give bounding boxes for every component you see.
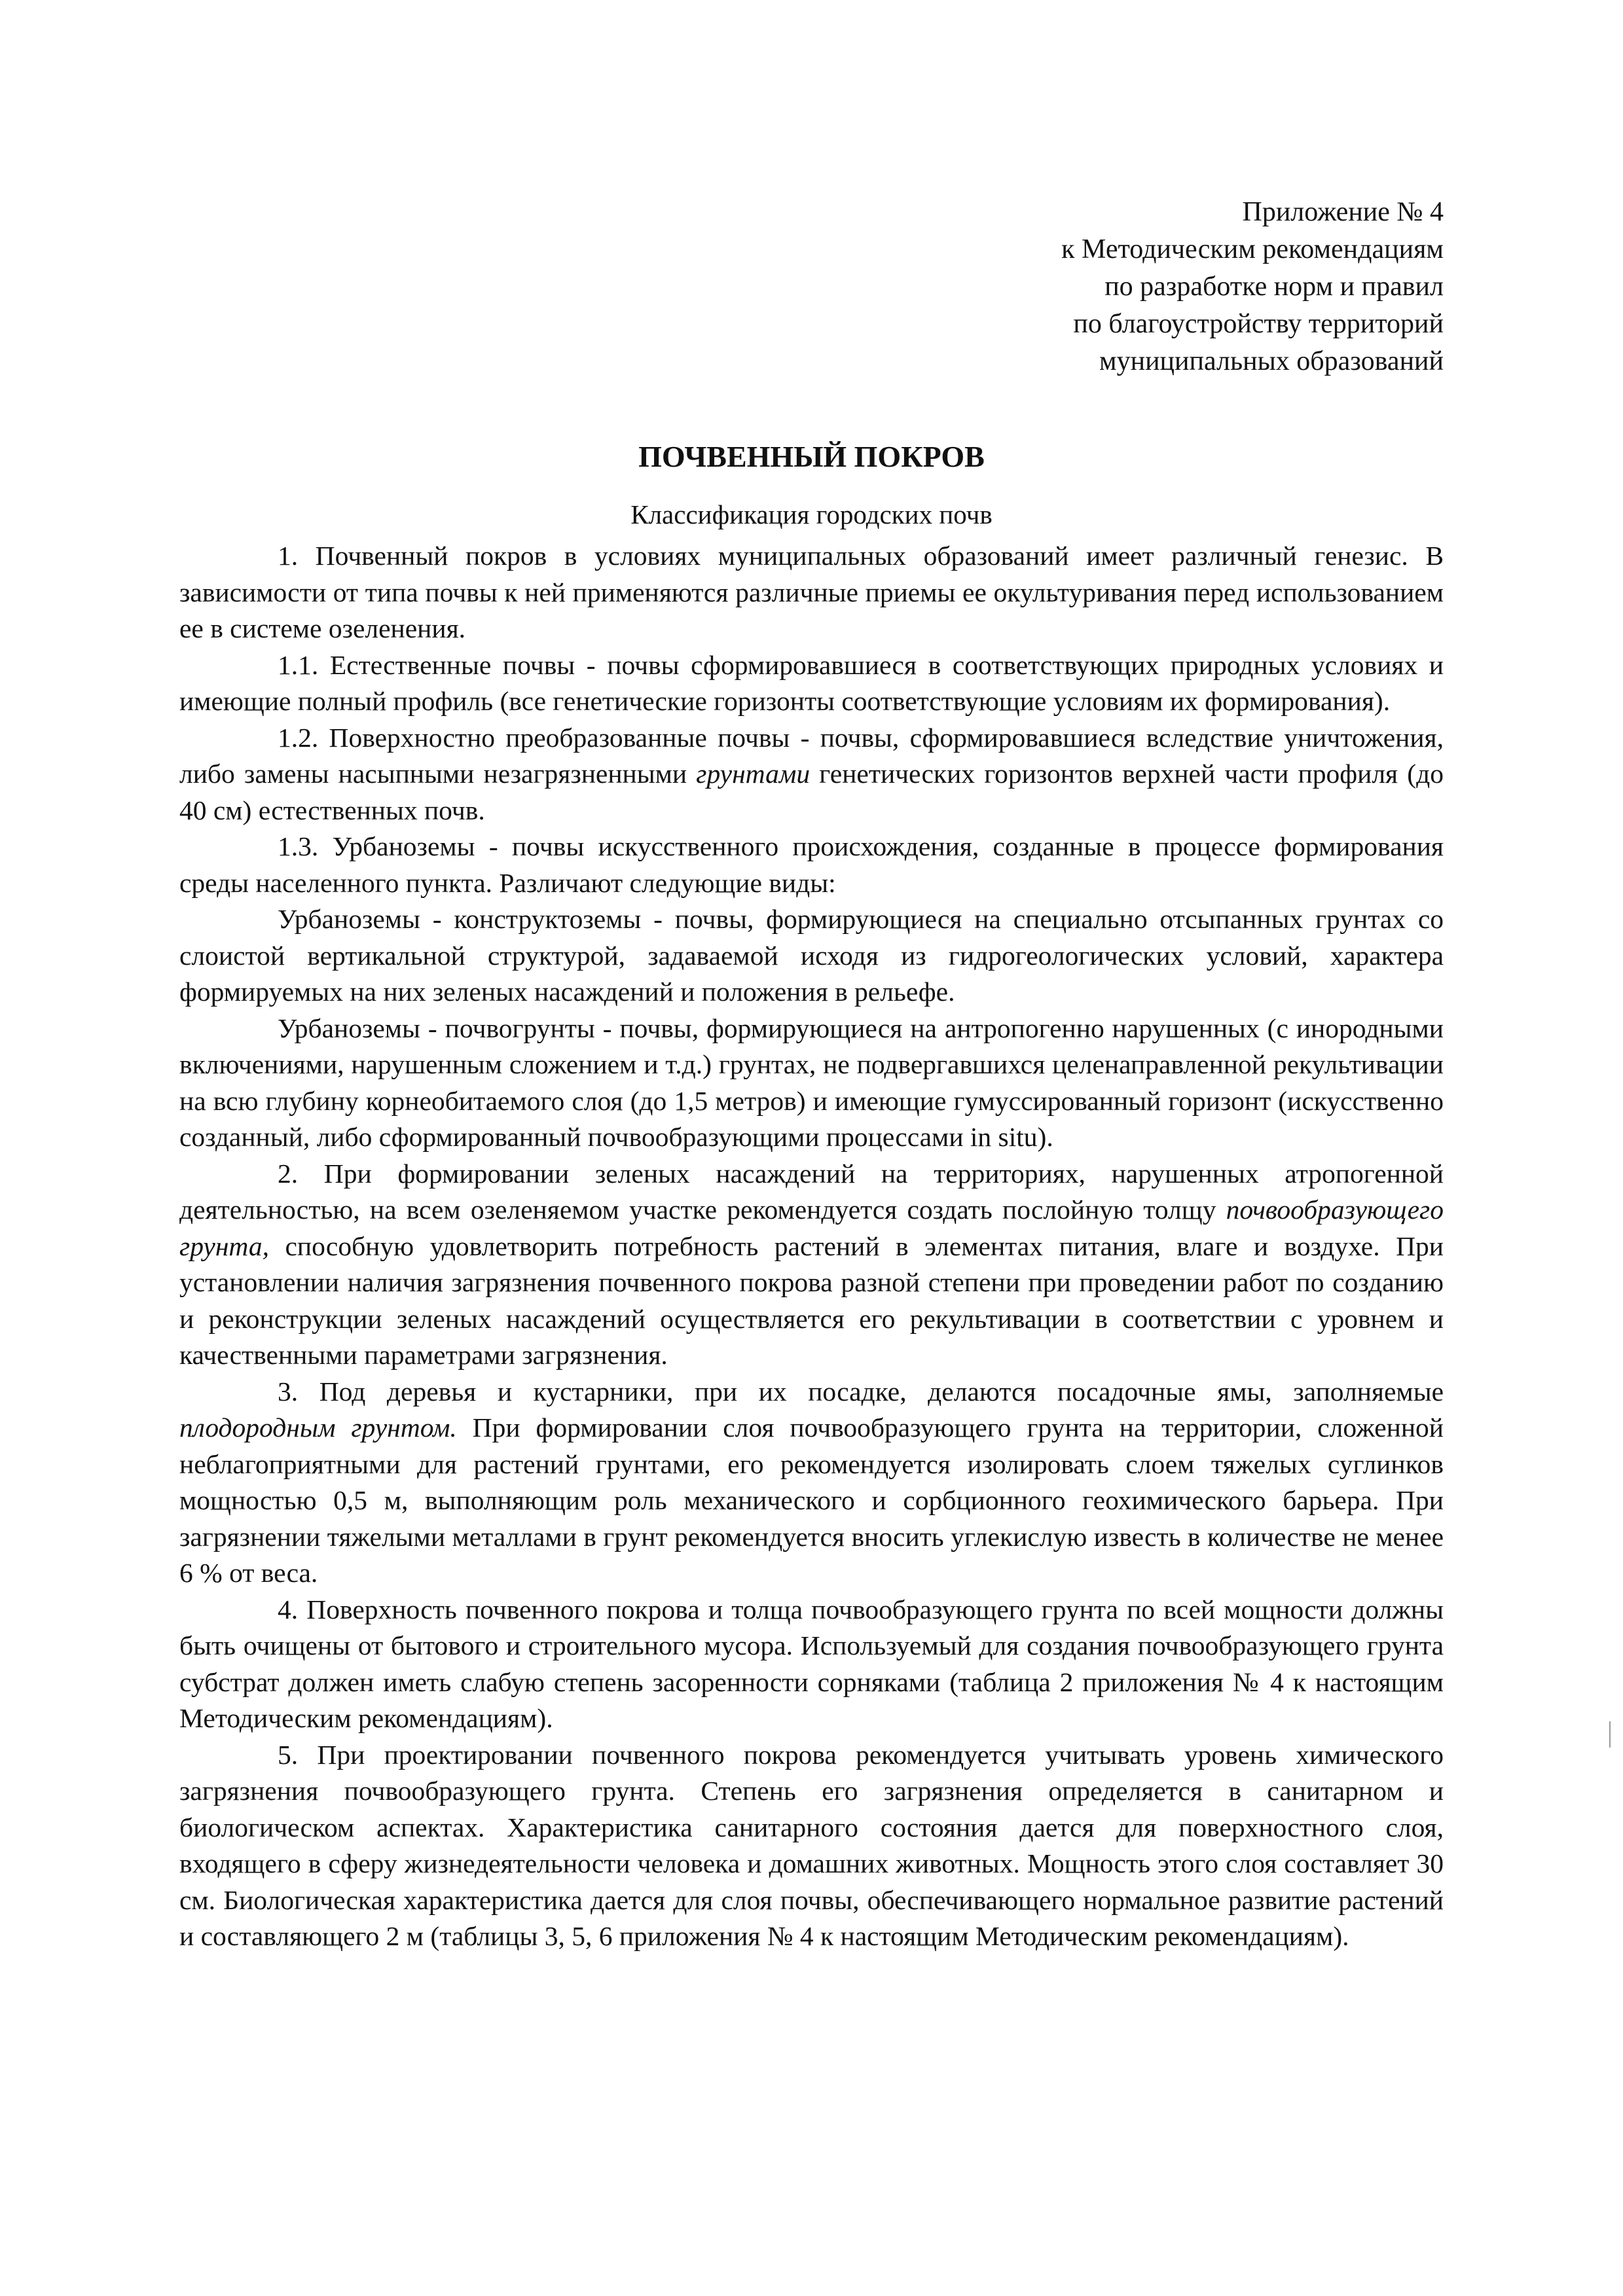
paragraph-text: генетических горизонтов верхней части профиля (до 40 см) естественных почв.	[179, 759, 1444, 825]
appendix-line: по разработке норм и правил	[1104, 272, 1444, 302]
appendix-line: к Методическим рекомендациям	[1061, 234, 1444, 264]
paragraph-2	[179, 1156, 1444, 1374]
paragraph-text: 3. Под деревья и кустарники, при их посадке, делаются посадочные ямы, заполняемые	[278, 1376, 1444, 1407]
italic-term: почвообразующего грунта,	[179, 1194, 1444, 1261]
appendix-line: муниципальных образований	[1099, 346, 1444, 376]
italic-term: плодородным грунтом.	[179, 1412, 457, 1443]
italic-term: грунтами	[696, 759, 811, 789]
paragraph-1-3: 1.3. Урбаноземы - почвы искусственного происхождения, созданные в процессе формирования среды населенного пункта. Различают следующие виды:	[179, 831, 1444, 898]
paragraph-1-1: 1.1. Естественные почвы - почвы сформировавшиеся в соответствующих природных условиях и имеющие полный профиль (все генетические горизонты соответствующие условиям их формирования).	[179, 649, 1444, 716]
appendix-header	[854, 194, 1444, 380]
scan-artifact	[1609, 1721, 1611, 1748]
paragraph-konstruktozemy: Урбаноземы - конструктоземы - почвы, формирующиеся на специально отсыпанных грунтах со слоистой вертикальной структурой, задаваемой исходя из гидрогеологических условий, характера формируемых на них зеленых насаждений и положения в рельефе.	[179, 904, 1444, 1007]
paragraph-text: 1.2. Поверхностно преобразованные почвы - почвы, сформировавшиеся вследствие уничтожения, либо замены насыпными незагрязненными	[179, 722, 1444, 789]
paragraph-text: способную удовлетворить потребность растений в элементах питания, влаге и воздухе. При установлении наличия загрязнения почвенного покрова разной степени при проведении работ по созданию и реконструкции зеленых насаждений осуществляется его рекультивации в соответствии с уровнем и качественными параметрами загрязнения.	[179, 1230, 1444, 1370]
paragraph-1-2	[179, 720, 1444, 829]
paragraph-pochvogrunty: Урбаноземы - почвогрунты - почвы, формирующиеся на антропогенно нарушенных (с инородными включениями, нарушенным сложением и т.д.) грунтах, не подвергавшихся целенаправленной рекультивации на всю глубину корнеобитаемого слоя (до 1,5 метров) и имеющие гумуссированный горизонт (искусственно созданный, либо сформированный почвообразующими процессами in situ).	[179, 1013, 1444, 1152]
document-body	[179, 538, 1444, 1955]
paragraph-5: 5. При проектировании почвенного покрова рекомендуется учитывать уровень химического загрязнения почвообразующего грунта. Степень его загрязнения определяется в санитарном и биологическом аспектах. Характеристика санитарного состояния дается для поверхностного слоя, входящего в сферу жизнедеятельности человека и домашних животных. Мощность этого слоя составляет 30 см. Биологическая характеристика дается для слоя почвы, обеспечивающего нормальное развитие растений и составляющего 2 м (таблицы 3, 5, 6 приложения № 4 к настоящим Методическим рекомендациям).	[179, 1739, 1444, 1951]
appendix-line: Приложение № 4	[1242, 197, 1444, 227]
paragraph-1: 1. Почвенный покров в условиях муниципальных образований имеет различный генезис. В зависимости от типа почвы к ней применяются различные приемы ее окультуривания перед использованием ее в системе озеленения.	[179, 541, 1444, 643]
document-title: ПОЧВЕННЫЙ ПОКРОВ	[638, 440, 985, 473]
paragraph-3	[179, 1374, 1444, 1592]
paragraph-4: 4. Поверхность почвенного покрова и толща почвообразующего грунта по всей мощности должны быть очищены от бытового и строительного мусора. Используемый для создания почвообразующего грунта субстрат должен иметь слабую степень засоренности сорняками (таблица 2 приложения № 4 к настоящим Методическим рекомендациям).	[179, 1594, 1444, 1733]
document-subtitle: Классификация городских почв	[630, 499, 993, 529]
appendix-line: по благоустройству территорий	[1073, 309, 1444, 339]
paragraph-text: При формировании слоя почвообразующего грунта на территории, сложенной неблагоприятными для растений грунтами, его рекомендуется изолировать слоем тяжелых суглинков мощностью 0,5 м, выполняющим роль механического и сорбционного геохимического барьера. При загрязнении тяжелыми металлами в грунт рекомендуется вносить углекислую известь в количестве не менее 6 % от веса.	[179, 1412, 1444, 1588]
paragraph-text: 2. При формировании зеленых насаждений на территориях, нарушенных атропогенной деятельностью, на всем озеленяемом участке рекомендуется создать послойную толщу	[179, 1158, 1444, 1225]
